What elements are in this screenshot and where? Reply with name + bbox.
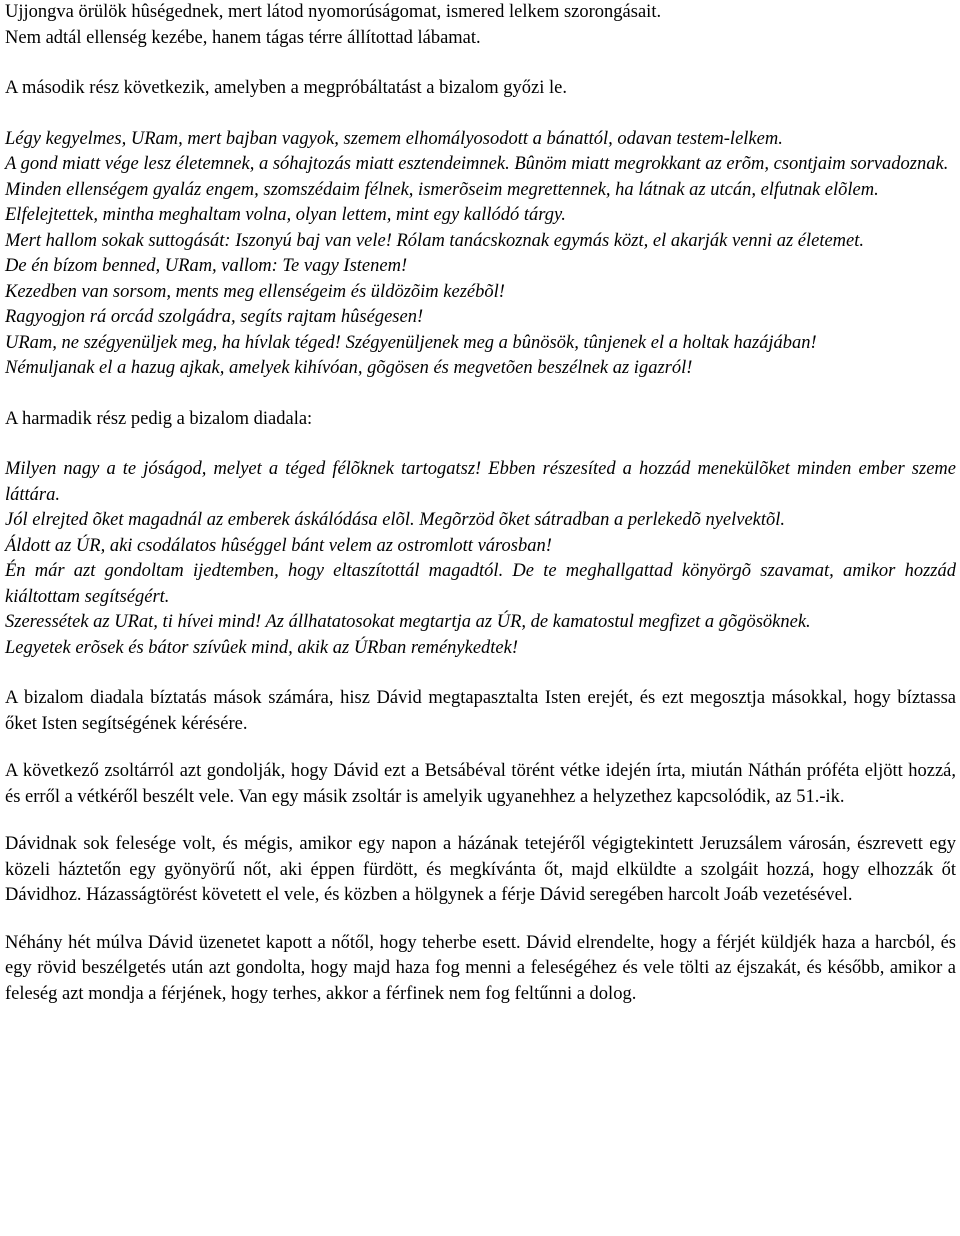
verse-line: Nem adtál ellenség kezébe, hanem tágas térre állítottad lábamat.	[5, 27, 481, 48]
second-part-verses	[5, 127, 956, 382]
verse-line: URam, ne szégyenüljek meg, ha hívlak téged! Szégyenüljenek meg a bûnösök, tûnjenek el a holtak hazájában!	[5, 332, 817, 353]
verse-line: Milyen nagy a te jóságod, melyet a téged félõknek tartogatsz! Ebben részesíted a hozzád menekülõket minden ember szeme láttára.	[5, 459, 956, 505]
spacer	[5, 661, 956, 686]
spacer	[5, 909, 956, 931]
verse-line: Némuljanak el a hazug ajkak, amelyek kihívóan, gõgösen és megvetõen beszélnek az igazról!	[5, 358, 693, 378]
verse-line: A gond miatt vége lesz életemnek, a sóhajtozás miatt esztendeimnek. Bûnöm miatt megrokkant az erõm, csontjaim sorvadoznak.	[5, 154, 949, 174]
body-paragraph: A bizalom diadala bíztatás mások számára, hisz Dávid megtapasztalta Isten erejét, és ezt megosztja másokkal, hogy bíztassa őket Isten segítségének kérésére.	[5, 688, 956, 734]
verse-line: Légy kegyelmes, URam, mert bajban vagyok, szemem elhomályosodott a bánattól, odavan testem-lelkem.	[5, 128, 783, 149]
body-paragraph: Néhány hét múlva Dávid üzenetet kapott a nőtől, hogy teherbe esett. Dávid elrendelte, hogy a férjét küldjék haza a harcból, és egy rövid beszélgetés után azt gondolta, hogy majd haza fog menni a feleségéhez és vele tölti az éjszakát, és később, amikor a feleség azt mondja a férjének, hogy terhes, akkor a férfinek nem fog feltűnni a dolog.	[5, 932, 956, 1004]
verse-line: Kezedben van sorsom, ments meg ellenségeim és üldözõim kezébõl!	[5, 281, 505, 302]
spacer	[5, 810, 956, 832]
verse-line: Minden ellenségem gyaláz engem, szomszédaim félnek, ismerõseim megrettennek, ha látnak az utcán, elfutnak elõlem.	[5, 179, 879, 200]
verse-line: Legyetek erõsek és bátor szívûek mind, akik az ÚRban reménykedtek!	[5, 637, 519, 658]
verse-line: Jól elrejted õket magadnál az emberek áskálódása elõl. Megõrzöd õket sátradban a perlekedõ nyelvektõl.	[5, 510, 786, 530]
third-part-heading: A harmadik rész pedig a bizalom diadala:	[5, 408, 313, 429]
verse-line: Szeressétek az URat, ti hívei mind! Az állhatatosokat megtartja az ÚR, de kamatostul megfizet a gõgösöknek.	[5, 612, 811, 632]
spacer	[5, 432, 956, 457]
intro-verses	[5, 0, 956, 51]
spacer	[5, 382, 956, 407]
verse-line: Ragyogjon rá orcád szolgádra, segíts rajtam hûségesen!	[5, 307, 424, 327]
second-part-heading: A második rész következik, amelyben a megpróbáltatást a bizalom győzi le.	[5, 78, 568, 98]
third-part-verses	[5, 457, 956, 661]
spacer	[5, 51, 956, 76]
spacer	[5, 737, 956, 759]
spacer	[5, 102, 956, 127]
verse-line: Ujjongva örülök hûségednek, mert látod nyomorúságomat, ismered lelkem szorongásait.	[5, 2, 662, 22]
body-paragraph: Dávidnak sok felesége volt, és mégis, amikor egy napon a házának tetejéről végigtekintett Jeruzsálem városán, észrevett egy közeli háztetőn egy gyönyörű nőt, aki éppen fürdött, és megkívánta őt, majd elküldte a szolgáit hozzá, hogy elhozzák őt Dávidhoz. Házasságtörést követett el vele, és közben a hölgynek a férje Dávid seregében harcolt Joáb vezetésével.	[5, 834, 956, 905]
verse-line: Elfelejtettek, mintha meghaltam volna, olyan lettem, mint egy kallódó tárgy.	[5, 205, 566, 225]
verse-line: De én bízom benned, URam, vallom: Te vagy Istenem!	[5, 256, 408, 276]
body-paragraph: A következő zsoltárról azt gondolják, hogy Dávid ezt a Betsábéval törént vétke idején írta, miután Náthán próféta eljött hozzá, és erről a vétkéről beszélt vele. Van egy másik zsoltár is amelyik ugyanehhez a helyzethez kapcsolódik, az 51.-ik.	[5, 761, 956, 807]
verse-line: Áldott az ÚR, aki csodálatos hûséggel bánt velem az ostromlott városban!	[5, 535, 552, 556]
verse-line: Mert hallom sokak suttogását: Iszonyú baj van vele! Rólam tanácskoznak egymás közt, el akarják venni az életemet.	[5, 230, 865, 251]
verse-line: Én már azt gondoltam ijedtemben, hogy eltaszítottál magadtól. De te meghallgattad könyörgõ szavamat, amikor hozzád kiáltottam segítségért.	[5, 561, 956, 607]
